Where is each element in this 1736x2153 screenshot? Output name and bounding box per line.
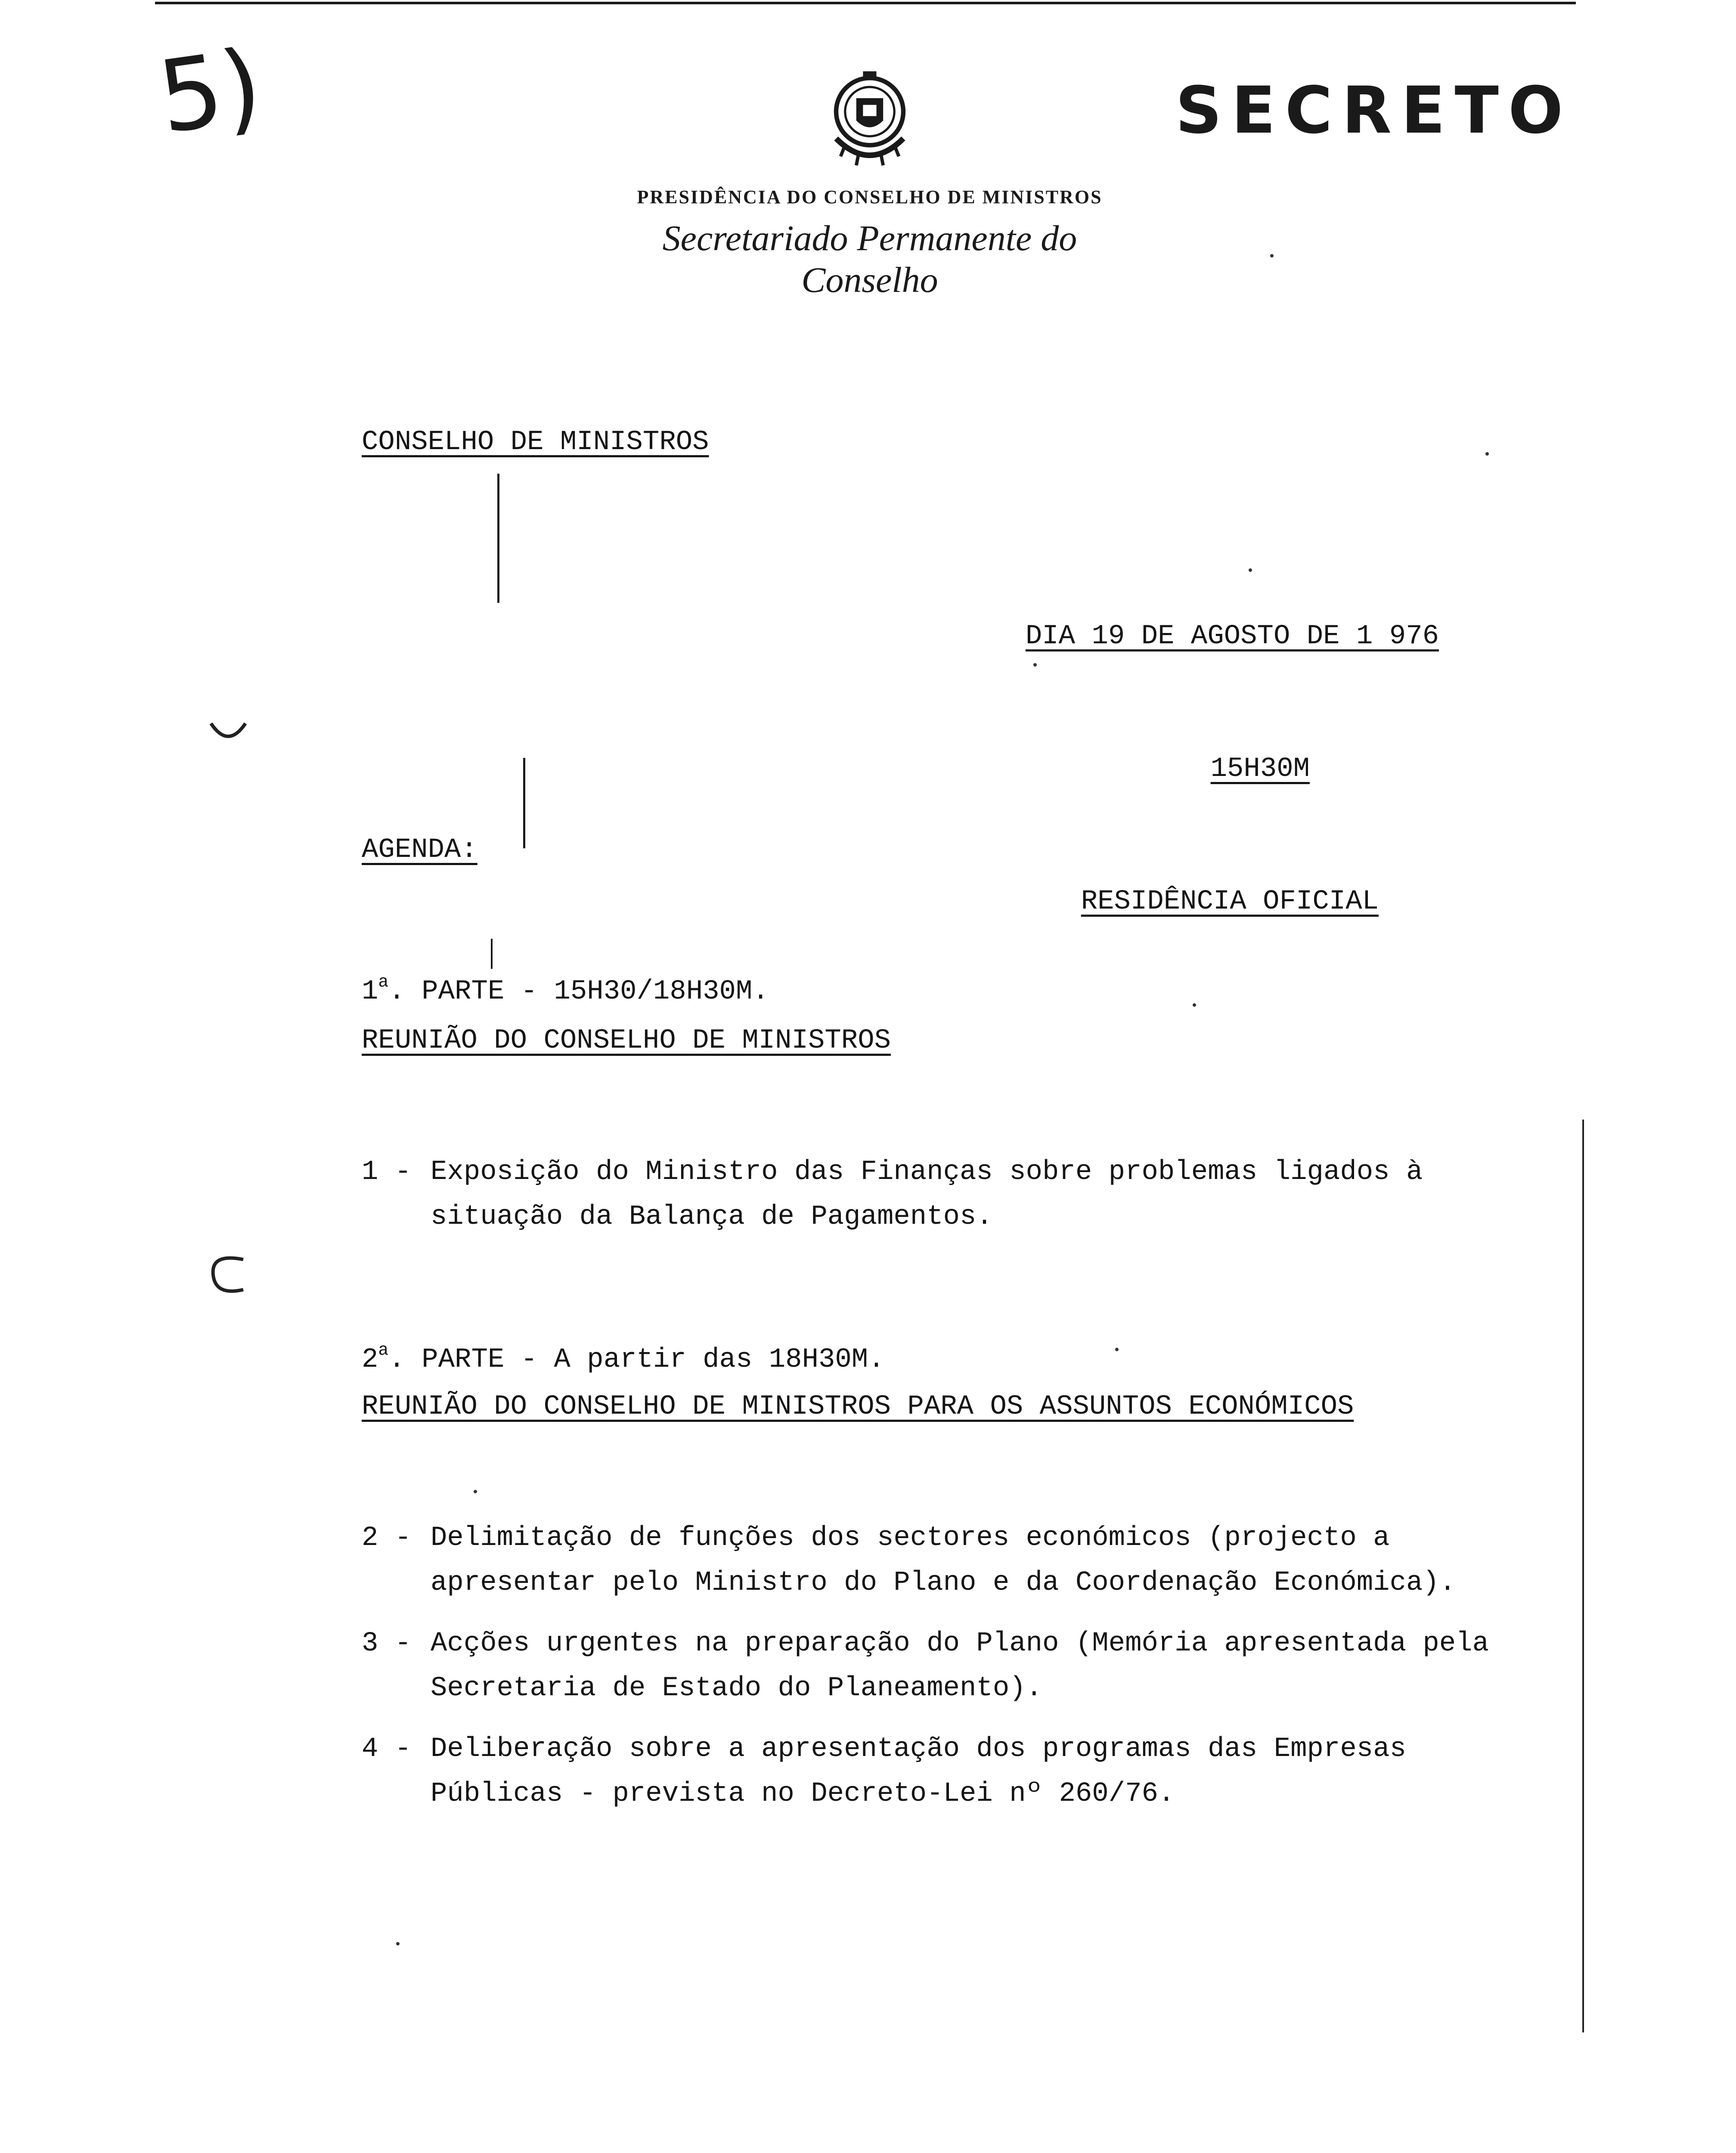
scan-speck bbox=[1193, 1003, 1196, 1007]
part1-heading bbox=[362, 960, 769, 1014]
right-margin-line bbox=[1582, 1120, 1584, 2032]
scan-speck bbox=[1270, 254, 1274, 257]
organization-name: PRESIDÊNCIA DO CONSELHO DE MINISTROS bbox=[637, 186, 1103, 208]
classification-stamp: SECRETO bbox=[1175, 73, 1573, 148]
part2-heading bbox=[362, 1328, 885, 1382]
scan-speck bbox=[396, 1942, 400, 1945]
agenda-item-number: 4 - bbox=[362, 1734, 412, 1765]
agenda-label: AGENDA: bbox=[362, 835, 477, 866]
meeting-time: 15H30M bbox=[1210, 754, 1310, 785]
scan-mark bbox=[497, 474, 499, 603]
part2-number: 2 bbox=[362, 1344, 378, 1375]
part2-subheading: REUNIÃO DO CONSELHO DE MINISTROS PARA OS ASSUNTOS ECONÓMICOS bbox=[362, 1391, 1354, 1422]
department-name: Secretariado Permanente do Conselho bbox=[662, 218, 1077, 300]
agenda-item-text: Acções urgentes na preparação do Plano (Memória apresentada pela Secretaria de Estado do Planeamento). bbox=[431, 1628, 1489, 1704]
scan-speck bbox=[1485, 452, 1489, 456]
agenda-item bbox=[362, 1621, 1524, 1711]
meeting-details bbox=[1026, 525, 1439, 968]
meeting-date: DIA 19 DE AGOSTO DE 1 976 bbox=[1025, 621, 1439, 652]
handwritten-mark: 5) bbox=[152, 28, 269, 156]
scan-speck bbox=[1115, 1348, 1119, 1351]
agenda-item-text: Exposição do Ministro das Finanças sobre problemas ligados à situação da Balança de Pagamentos. bbox=[431, 1157, 1423, 1232]
agenda-item-text: Delimitação de funções dos sectores económicos (projecto a apresentar pelo Ministro do Plano e da Coordenação Económica). bbox=[431, 1523, 1456, 1598]
document-title: CONSELHO DE MINISTROS bbox=[362, 427, 709, 458]
part1-subheading: REUNIÃO DO CONSELHO DE MINISTROS bbox=[362, 1025, 891, 1056]
agenda-item-number: 1 - bbox=[362, 1157, 412, 1188]
scan-mark bbox=[491, 939, 493, 969]
agenda-item-text: Deliberação sobre a apresentação dos programas das Empresas Públicas - prevista no Decreto-Lei nº 260/76. bbox=[431, 1734, 1406, 1809]
punch-hole-icon bbox=[202, 1249, 254, 1300]
part1-heading-text: . PARTE - 15H30/18H30M. bbox=[388, 976, 769, 1007]
meeting-location: RESIDÊNCIA OFICIAL bbox=[1081, 886, 1379, 917]
punch-hole-icon bbox=[202, 706, 254, 758]
part1-superscript: a bbox=[378, 973, 389, 992]
agenda-item-number: 3 - bbox=[362, 1628, 412, 1659]
part2-heading-text: . PARTE - A partir das 18H30M. bbox=[388, 1344, 885, 1375]
scan-speck bbox=[1033, 663, 1037, 667]
scan-speck bbox=[474, 1490, 477, 1493]
coat-of-arms-icon bbox=[814, 65, 926, 177]
part2-superscript: a bbox=[378, 1341, 389, 1360]
agenda-item bbox=[362, 1150, 1524, 1239]
agenda-item bbox=[362, 1516, 1524, 1605]
part1-number: 1 bbox=[362, 976, 378, 1007]
scan-mark bbox=[523, 758, 525, 848]
top-edge-line bbox=[155, 2, 1576, 4]
agenda-item-number: 2 - bbox=[362, 1523, 412, 1554]
scan-speck bbox=[1249, 568, 1252, 572]
agenda-item bbox=[362, 1727, 1524, 1816]
